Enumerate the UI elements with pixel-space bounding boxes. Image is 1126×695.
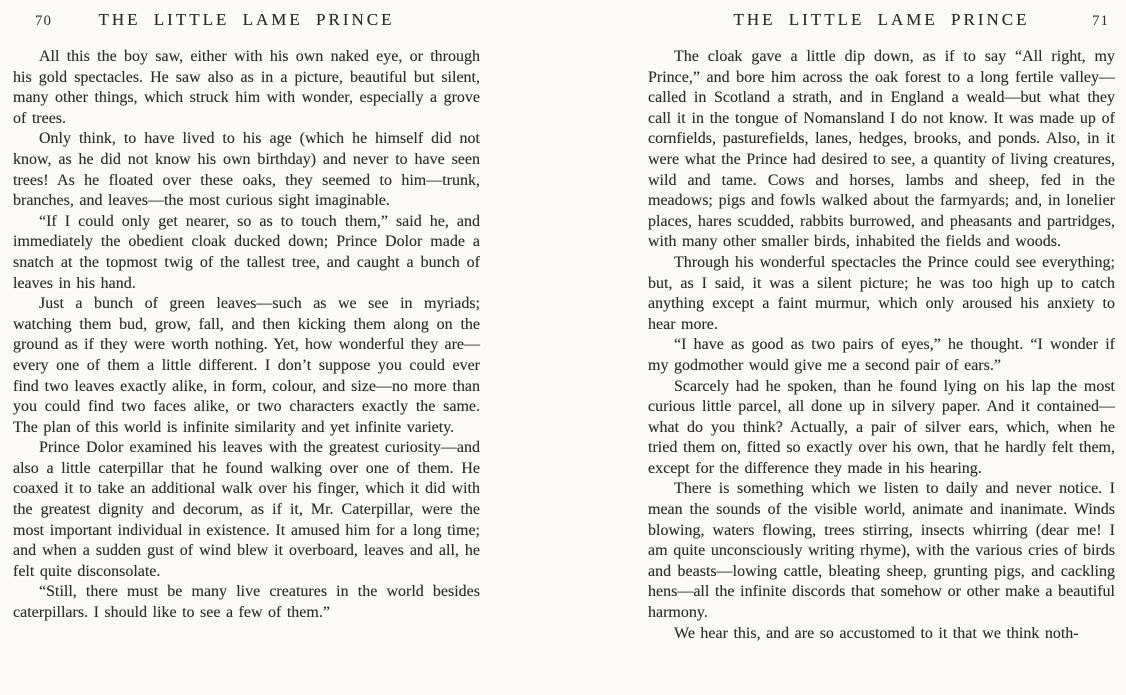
right-page [648,10,1115,644]
paragraph: There is something which we listen to daily and never notice. I mean the sounds of the visible world, animate and inanimate. Winds blowing, waters flowing, trees stirring, insects whirring (dear me! I am quite unconsciously writing rhyme), with the various cries of birds and beasts—lowing cattle, bleating sheep, grunting pigs, and cackling hens—all the infinite discords that somehow or other make a beautiful harmony. [648,480,1115,622]
paragraph: “I have as good as two pairs of eyes,” he thought. “I wonder if my godmother would give me a second pair of ears.” [648,336,1115,374]
paragraph: The cloak gave a little dip down, as if to say “All right, my Prince,” and bore him across the oak forest to a long fertile valley—called in Scotland a strath, and in England a weald—but what they call it in the tongue of Nomansland I do not know. It was made up of cornfields, pasturefields, lanes, hedges, brooks, and ponds. Also, in it were what the Prince had desired to see, a quantity of living creatures, wild and tame. Cows and horses, lambs and sheep, fed in the meadows; pigs and fowls walked about the farmyards; and, in lonelier places, hares scudded, rabbits burrowed, and pheasants and partridges, with many other smaller birds, inhabited the fields and woods. [648,48,1115,251]
paragraph: “If I could only get nearer, so as to touch them,” said he, and immediately the obedient cloak ducked down; Prince Dolor made a snatch at the topmost twig of the tallest tree, and caught a bunch of leaves in his hand. [13,212,480,292]
paragraph: Scarcely had he spoken, than he found lying on his lap the most curious little parcel, all done up in silvery paper. And it contained—what do you think? Actually, a pair of silver ears, which, when he tried them on, fitted so exactly over his own, that he hardly felt them, except for the difference they made in his hearing. [648,377,1115,477]
left-running-title: THE LITTLE LAME PRINCE [98,10,395,29]
paragraph: Just a bunch of green leaves—such as we see in myriads; watching them bud, grow, fall, and then kicking them along on the ground as if they were worth nothing. Yet, how wonderful they are—every one of them a little different. I don’t suppose you could ever find two leaves exactly alike, in form, colour, and size—no more than you could find two faces alike, or two characters exactly the same. The plan of this world is infinite similarity and yet infinite variety. [13,295,480,436]
paragraph: Only think, to have lived to his age (which he himself did not know, as he did not know his own birthday) and never to have seen trees! As he floated over these oaks, they seemed to him—trunk, branches, and leaves—the most curious sight imaginable. [13,130,480,210]
left-running-head [13,10,480,34]
paragraph: All this the boy saw, either with his own naked eye, or through his gold spectacles. He saw also as in a picture, beautiful but silent, many other things, which struck him with wonder, especially a grove of trees. [13,48,480,127]
left-page [13,10,480,624]
paragraph: “Still, there must be many live creatures in the world besides caterpillars. I should like to see a few of them.” [13,583,480,622]
right-running-title: THE LITTLE LAME PRINCE [733,10,1030,29]
right-page-body [648,47,1115,644]
paragraph: We hear this, and are so accustomed to it that we think noth- [674,624,1079,642]
left-page-body [13,47,480,624]
right-running-head [648,10,1115,34]
paragraph: Prince Dolor examined his leaves with the greatest curiosity—and also a little caterpillar that he found walking over one of them. He coaxed it to take an additional walk over his finger, which it did with the greatest dignity and decorum, as if it, Mr. Caterpillar, were the most important individual in existence. It amused him for a long time; and when a sudden gust of wind blew it overboard, leaves and all, he felt quite disconsolate. [13,439,480,580]
right-page-number: 71 [1092,13,1109,29]
paragraph: Through his wonderful spectacles the Prince could see everything; but, as I said, it was a silent picture; he was too high up to catch anything except a faint murmur, which only aroused his anxiety to hear more. [648,253,1115,333]
left-page-number: 70 [35,13,52,29]
